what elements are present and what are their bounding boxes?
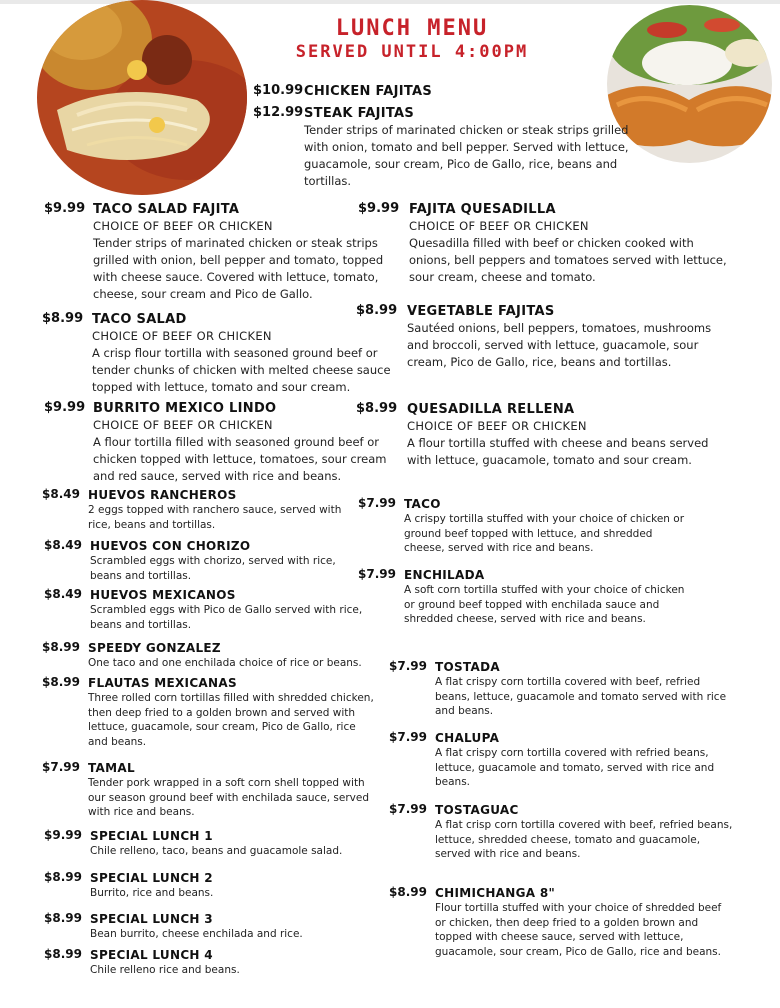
item-name: TACO: [404, 497, 441, 511]
item-description: One taco and one enchilada choice of rice or beans.: [88, 657, 362, 669]
item-price: $8.49: [42, 487, 80, 501]
item-name: BURRITO MEXICO LINDO: [93, 401, 277, 416]
item-description: Scrambled eggs with chorizo, served with rice, beans and tortillas.: [90, 555, 336, 582]
menu-item-fajita-quesadilla: [358, 201, 728, 286]
item-price: $8.49: [44, 587, 82, 601]
item-name: FLAUTAS MEXICANAS: [88, 676, 237, 690]
item-name: CHIMICHANGA 8": [435, 886, 556, 900]
item-name: QUESADILLA RELLENA: [407, 402, 575, 417]
item-price: $7.99: [389, 730, 427, 744]
item-name: SPECIAL LUNCH 1: [90, 829, 213, 843]
item-name: CHALUPA: [435, 731, 500, 745]
menu-item-huevos-mexicanos: [44, 587, 384, 632]
item-name: TOSTADA: [435, 660, 500, 674]
item-description: Sautéed onions, bell peppers, tomatoes, mushrooms and broccoli, served with lettuce, guacamole, sour cream, Pico de Gallo, rice, beans and tortillas.: [407, 321, 712, 369]
item-description: A flour tortilla filled with seasoned ground beef or chicken topped with lettuce, tomatoes, sour cream and red sauce, served with rice and beans.: [93, 435, 387, 483]
item-choice: CHOICE OF BEEF OR CHICKEN: [409, 219, 589, 233]
item-price: $8.99: [42, 675, 80, 689]
item-price: $7.99: [42, 760, 80, 774]
menu-subtitle: SERVED UNTIL 4:00PM: [295, 42, 529, 62]
menu-item-taco-salad-fajita: [44, 201, 394, 303]
item-name: FAJITA QUESADILLA: [409, 202, 556, 217]
menu-item-chicken-fajitas: [253, 83, 633, 100]
menu-item-special-lunch-2: [44, 870, 384, 901]
item-price: $9.99: [44, 201, 86, 216]
item-name: TACO SALAD FAJITA: [93, 202, 240, 217]
menu-item-chalupa: [389, 730, 734, 790]
item-price: $8.99: [44, 911, 82, 925]
item-name: ENCHILADA: [404, 568, 485, 582]
item-description: Tender pork wrapped in a soft corn shell topped with our season ground beef with enchilada sauce, served with rice and beans.: [88, 777, 370, 818]
item-price: $8.99: [44, 870, 82, 884]
item-description: A flour tortilla stuffed with cheese and beans served with lettuce, guacamole, tomato and sour cream.: [407, 436, 709, 467]
item-description: Flour tortilla stuffed with your choice of shredded beef or chicken, then deep fried to a golden brown and topped with cheese sauce, served with lettuce, guacamole, sour cream, Pico de Gallo, rice and beans.: [435, 902, 722, 958]
item-name: TOSTAGUAC: [435, 803, 519, 817]
menu-item-huevos-rancheros: [42, 487, 362, 532]
menu-item-speedy-gonzalez: [42, 640, 392, 671]
item-name: TACO SALAD: [92, 312, 187, 327]
item-name: SPECIAL LUNCH 2: [90, 871, 213, 885]
enchilada-photo: [37, 0, 247, 195]
menu-item-taco-salad: [42, 311, 396, 396]
item-price: $10.99: [253, 83, 304, 98]
item-price: $12.99: [253, 105, 304, 120]
item-name: CHICKEN FAJITAS: [304, 84, 433, 99]
item-price: $8.99: [42, 640, 80, 654]
item-name: SPECIAL LUNCH 3: [90, 912, 213, 926]
menu-item-special-lunch-3: [44, 911, 384, 942]
item-description: A flat crispy corn tortilla covered with beef, refried beans, lettuce, guacamole and tomato served with rice and beans.: [435, 676, 727, 717]
item-description: Bean burrito, cheese enchilada and rice.: [90, 928, 303, 940]
item-choice: CHOICE OF BEEF OR CHICKEN: [93, 418, 273, 432]
item-price: $7.99: [389, 659, 427, 673]
item-price: $7.99: [358, 496, 396, 510]
menu-item-tamal: [42, 760, 382, 820]
item-price: $9.99: [358, 201, 400, 216]
menu-item-burrito-mexico-lindo: [44, 400, 394, 485]
menu-item-chimichanga: [389, 885, 734, 959]
menu-title: LUNCH MENU: [335, 16, 489, 41]
item-description: A soft corn tortilla stuffed with your choice of chicken or ground beef topped with enchilada sauce and shredded cheese, served with rice and beans.: [404, 584, 685, 625]
item-description: Tender strips of marinated chicken or steak strips grilled with onion, tomato and bell pepper. Served with lettuce, guacamole, sour cream, Pico de Gallo, rice, beans and tortillas.: [304, 123, 629, 188]
item-price: $8.99: [356, 303, 398, 318]
menu-item-special-lunch-4: [44, 947, 384, 978]
item-description: Tender strips of marinated chicken or steak strips grilled with onion, bell pepper and tomato, topped with cheese sauce. Covered with lettuce, tomato, cheese, sour cream and Pico de Gallo.: [93, 236, 384, 301]
item-name: HUEVOS MEXICANOS: [90, 588, 236, 602]
item-description: 2 eggs topped with ranchero sauce, served with rice, beans and tortillas.: [88, 504, 342, 531]
item-price: $8.99: [389, 885, 427, 899]
item-choice: CHOICE OF BEEF OR CHICKEN: [407, 419, 587, 433]
item-description: Chile relleno rice and beans.: [90, 964, 240, 976]
item-choice: CHOICE OF BEEF OR CHICKEN: [92, 329, 272, 343]
item-name: STEAK FAJITAS: [304, 106, 415, 121]
menu-item-vegetable-fajitas: [356, 303, 724, 371]
menu-item-special-lunch-1: [44, 828, 384, 859]
item-name: SPEEDY GONZALEZ: [88, 641, 221, 655]
item-description: Scrambled eggs with Pico de Gallo served with rice, beans and tortillas.: [90, 604, 363, 631]
item-price: $8.99: [44, 947, 82, 961]
item-description: Chile relleno, taco, beans and guacamole salad.: [90, 845, 343, 857]
item-description: Quesadilla filled with beef or chicken cooked with onions, bell peppers and tomatoes served with lettuce, sour cream, cheese and tomato.: [409, 236, 727, 284]
menu-item-huevos-con-chorizo: [44, 538, 354, 583]
item-price: $7.99: [389, 802, 427, 816]
menu-header: [262, 18, 562, 61]
item-description: A flat crispy corn tortilla covered with refried beans, lettuce, guacamole and tomato, served with rice and beans.: [435, 747, 715, 788]
item-price: $9.99: [44, 400, 86, 415]
item-price: $8.99: [356, 401, 398, 416]
item-name: HUEVOS RANCHEROS: [88, 488, 237, 502]
menu-item-enchilada: [358, 567, 693, 627]
item-name: SPECIAL LUNCH 4: [90, 948, 213, 962]
item-description: A crispy tortilla stuffed with your choice of chicken or ground beef topped with lettuce, and shredded cheese, served with rice and beans.: [404, 513, 685, 554]
menu-item-tostaguac: [389, 802, 734, 862]
item-price: $7.99: [358, 567, 396, 581]
item-name: HUEVOS CON CHORIZO: [90, 539, 251, 553]
menu-item-taco: [358, 496, 693, 556]
item-description: Three rolled corn tortillas filled with shredded chicken, then deep fried to a golden brown and served with lettuce, guacamole, sour cream, Pico de Gallo, rice and beans.: [88, 692, 374, 748]
item-name: VEGETABLE FAJITAS: [407, 304, 555, 319]
item-price: $8.49: [44, 538, 82, 552]
menu-item-quesadilla-rellena: [356, 401, 724, 469]
item-choice: CHOICE OF BEEF OR CHICKEN: [93, 219, 273, 233]
item-price: $8.99: [42, 311, 84, 326]
item-price: $9.99: [44, 828, 82, 842]
menu-item-steak-fajitas: [253, 105, 629, 190]
item-description: A flat crisp corn tortilla covered with beef, refried beans, lettuce, shredded cheese, tomato and guacamole, served with rice and beans.: [435, 819, 733, 860]
menu-item-tostada: [389, 659, 734, 719]
item-description: A crisp flour tortilla with seasoned ground beef or tender chunks of chicken with melted cheese sauce topped with lettuce, tomato and sour cream.: [92, 346, 391, 394]
menu-item-flautas-mexicanas: [42, 675, 377, 749]
item-description: Burrito, rice and beans.: [90, 887, 214, 899]
item-name: TAMAL: [88, 761, 135, 775]
